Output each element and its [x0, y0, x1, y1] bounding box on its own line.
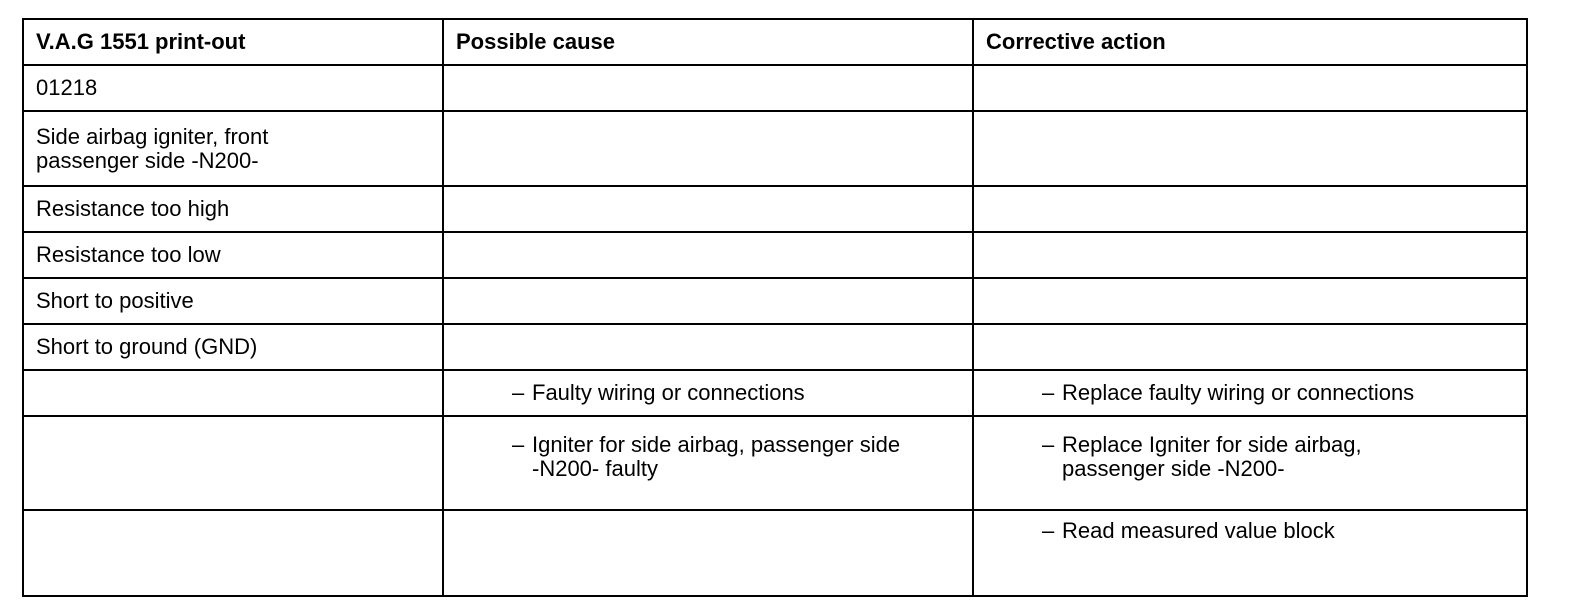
table-row — [23, 370, 1527, 416]
action-text: Read measured value block — [1062, 518, 1335, 543]
cause-text: Faulty wiring or connections — [532, 380, 805, 405]
table-row — [23, 65, 1527, 111]
table-header-row — [23, 19, 1527, 65]
dash-bullet: – — [1042, 380, 1055, 405]
table-row — [23, 232, 1527, 278]
empty-cell — [973, 111, 1527, 186]
action-text: Replace Igniter for side airbag, passenger side -N200- — [1062, 432, 1362, 481]
fault-type: Resistance too high — [23, 186, 443, 232]
dash-bullet: – — [1042, 432, 1055, 457]
empty-cell — [443, 278, 973, 324]
fault-type: Short to ground (GND) — [23, 324, 443, 370]
table-row — [23, 278, 1527, 324]
empty-cell — [973, 65, 1527, 111]
dash-bullet: – — [1042, 518, 1055, 543]
list-item — [986, 519, 1514, 543]
cause-cell — [443, 370, 973, 416]
header-corrective-action: Corrective action — [973, 19, 1527, 65]
empty-cell — [443, 186, 973, 232]
action-cell — [973, 370, 1527, 416]
list-item — [986, 433, 1514, 481]
empty-cell — [443, 111, 973, 186]
empty-cell — [23, 416, 443, 510]
table-row — [23, 186, 1527, 232]
action-text: Replace faulty wiring or connections — [1062, 380, 1415, 405]
action-cell — [973, 416, 1527, 510]
fault-code: 01218 — [23, 65, 443, 111]
table-row — [23, 416, 1527, 510]
list-item — [456, 433, 960, 481]
dash-bullet: – — [512, 380, 525, 405]
empty-cell — [973, 324, 1527, 370]
empty-cell — [23, 510, 443, 596]
action-cell — [973, 510, 1527, 596]
component-description: Side airbag igniter, front passenger side -N200- — [23, 111, 443, 186]
list-item — [986, 381, 1514, 405]
dash-bullet: – — [512, 432, 525, 457]
fault-type: Resistance too low — [23, 232, 443, 278]
header-printout: V.A.G 1551 print-out — [23, 19, 443, 65]
diagnostic-table — [22, 18, 1528, 597]
empty-cell — [973, 232, 1527, 278]
cause-cell — [443, 416, 973, 510]
list-item — [456, 381, 960, 405]
cause-text: Igniter for side airbag, passenger side -N200- faulty — [532, 432, 901, 481]
empty-cell — [973, 186, 1527, 232]
empty-cell — [443, 510, 973, 596]
empty-cell — [23, 370, 443, 416]
empty-cell — [443, 324, 973, 370]
empty-cell — [443, 65, 973, 111]
header-possible-cause: Possible cause — [443, 19, 973, 65]
table-row — [23, 510, 1527, 596]
table-row — [23, 111, 1527, 186]
empty-cell — [973, 278, 1527, 324]
table-row — [23, 324, 1527, 370]
empty-cell — [443, 232, 973, 278]
fault-type: Short to positive — [23, 278, 443, 324]
